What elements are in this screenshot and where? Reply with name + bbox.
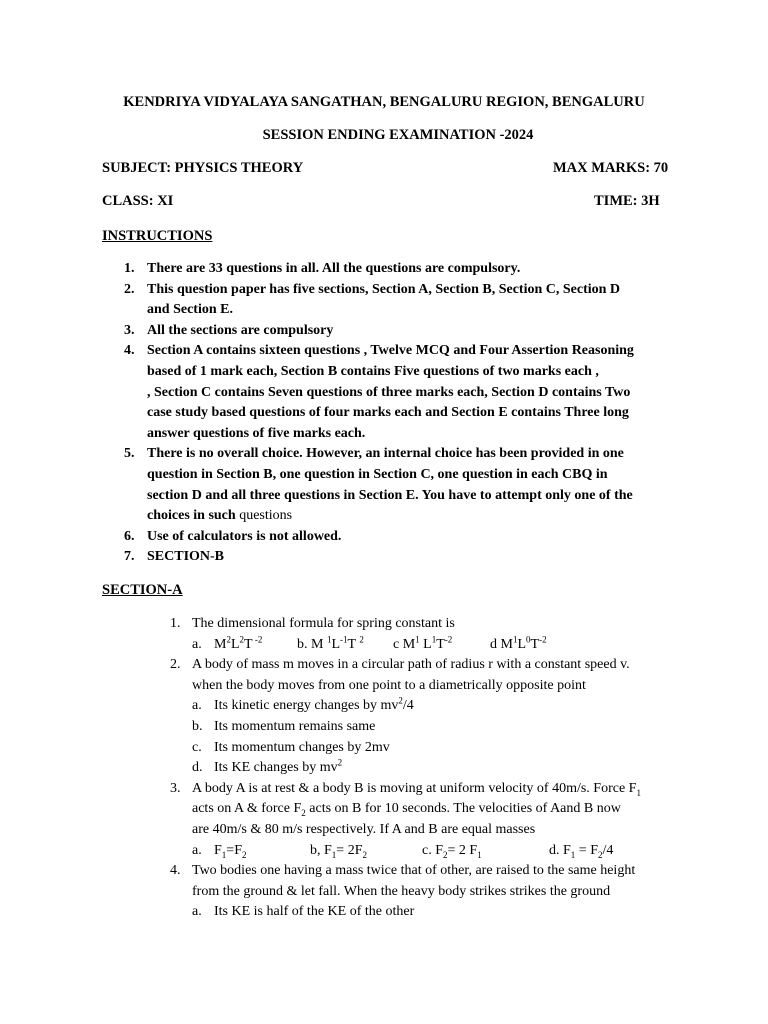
option-d: Its KE changes by $mv^2$ — [214, 757, 343, 776]
instruction-line — [147, 506, 292, 527]
instruction-line: based of 1 mark each, Section B contains Five questions of two marks each , — [147, 364, 599, 379]
instruction-line: and Section E. — [147, 302, 233, 318]
instruction-line-regular: questions — [239, 508, 293, 524]
instruction-line: There is no overall choice. However, an internal choice has been provided in one — [147, 446, 624, 462]
option-c: Its momentum changes by 2mv — [214, 739, 390, 755]
option-a: $F_1=F_2$ — [214, 842, 247, 860]
school-title: KENDRIYA VIDYALAYA SANGATHAN, BENGALURU REGION, BENGALURU — [123, 94, 645, 110]
instruction-line: answer questions of five marks each. — [147, 425, 366, 441]
question-text: A body A is at rest & a body B is moving at uniform velocity of 40m/s. Force $F_1$ — [192, 780, 641, 798]
subject-label: SUBJECT: PHYSICS THEORY — [102, 160, 304, 176]
instruction-line: question in Section B, one question in Section C, one question in each CBQ in — [147, 467, 608, 482]
section-a-heading: SECTION-A — [102, 582, 183, 598]
instructions-heading: INSTRUCTIONS — [102, 228, 213, 244]
question-number: 1. — [170, 616, 181, 631]
option-label: c. — [192, 739, 202, 755]
option-d: d $M^1L^0T^{-2}$ — [490, 633, 547, 652]
instruction-line: , Section C contains Seven questions of three marks each, Section D contains Two — [147, 384, 631, 400]
instruction-number: 7. — [124, 549, 135, 565]
option-a: $M^2L^2T$ $^{-2}$ — [214, 633, 263, 652]
question-number: 4. — [170, 863, 181, 879]
instruction-line: section D and all three questions in Section E. You have to attempt only one of the — [147, 487, 633, 503]
question-text: from the ground & let fall. When the heavy body strikes strikes the ground — [192, 883, 611, 899]
instruction-line: There are 33 questions in all. All the questions are compulsory. — [147, 261, 521, 276]
instruction-number: 2. — [124, 281, 135, 297]
option-c: c $M^1$ $L^1T^{-2}$ — [393, 633, 453, 652]
exam-title: SESSION ENDING EXAMINATION -2024 — [262, 127, 534, 143]
instruction-line: All the sections are compulsory — [147, 322, 334, 338]
question-text: when the body moves from one point to a diametrically opposite point — [192, 677, 586, 693]
instructions-list — [0, 259, 768, 579]
question-text: The dimensional formula for spring constant is — [192, 616, 455, 631]
instruction-number: 5. — [124, 446, 135, 462]
instruction-line: Section A contains sixteen questions , Twelve MCQ and Four Assertion Reasoning — [147, 343, 634, 359]
instruction-line: Use of calculators is not allowed. — [147, 528, 342, 544]
max-marks-label: MAX MARKS: 70 — [553, 160, 669, 176]
option-c: c. $F_2= 2$ $F_1$ — [422, 842, 482, 860]
question-number: 2. — [170, 657, 181, 673]
question-number: 3. — [170, 780, 181, 796]
option-a: Its kinetic energy changes by $mv^2/4$ — [214, 695, 414, 714]
option-label: a. — [192, 842, 202, 858]
time-label: TIME: 3H — [594, 193, 660, 209]
question-text: Two bodies one having a mass twice that of other, are raised to the same height — [192, 863, 636, 879]
question-text: A body of mass m moves in a circular path of radius r with a constant speed v. — [192, 657, 630, 673]
instruction-line: case study based questions of four marks each and Section E contains Three long — [147, 405, 629, 421]
option-label: b. — [192, 719, 203, 734]
option-label: a. — [192, 904, 202, 920]
instruction-line-bold: choices in such — [147, 508, 236, 524]
class-label: CLASS: XI — [102, 193, 174, 209]
question-text: are 40m/s & 80 m/s respectively. If A and B are equal masses — [192, 822, 536, 837]
instruction-number: 6. — [124, 528, 135, 544]
option-b: Its momentum remains same — [214, 719, 376, 734]
instruction-number: 1. — [124, 261, 135, 276]
option-label: d. — [192, 760, 203, 776]
instruction-line: This question paper has five sections, Section A, Section B, Section C, Section D — [147, 281, 621, 297]
question-text: acts on A & force $F_2$ acts on B for 10 seconds. The velocities of Aand B now — [192, 801, 621, 819]
option-label: a. — [192, 698, 202, 714]
instruction-number: 4. — [124, 343, 135, 359]
option-label: a. — [192, 636, 202, 652]
option-d: d. $F_1 = F_2/4$ — [549, 842, 614, 860]
instruction-number: 3. — [124, 322, 135, 338]
option-a: Its KE is half of the KE of the other — [214, 904, 415, 920]
questions-list — [0, 614, 768, 924]
option-b: b. M $^1L^{-1}T$ $^2$ — [297, 633, 364, 652]
option-b: b, $F_1= 2F_2$ — [310, 842, 367, 860]
instruction-line: SECTION-B — [147, 549, 225, 565]
